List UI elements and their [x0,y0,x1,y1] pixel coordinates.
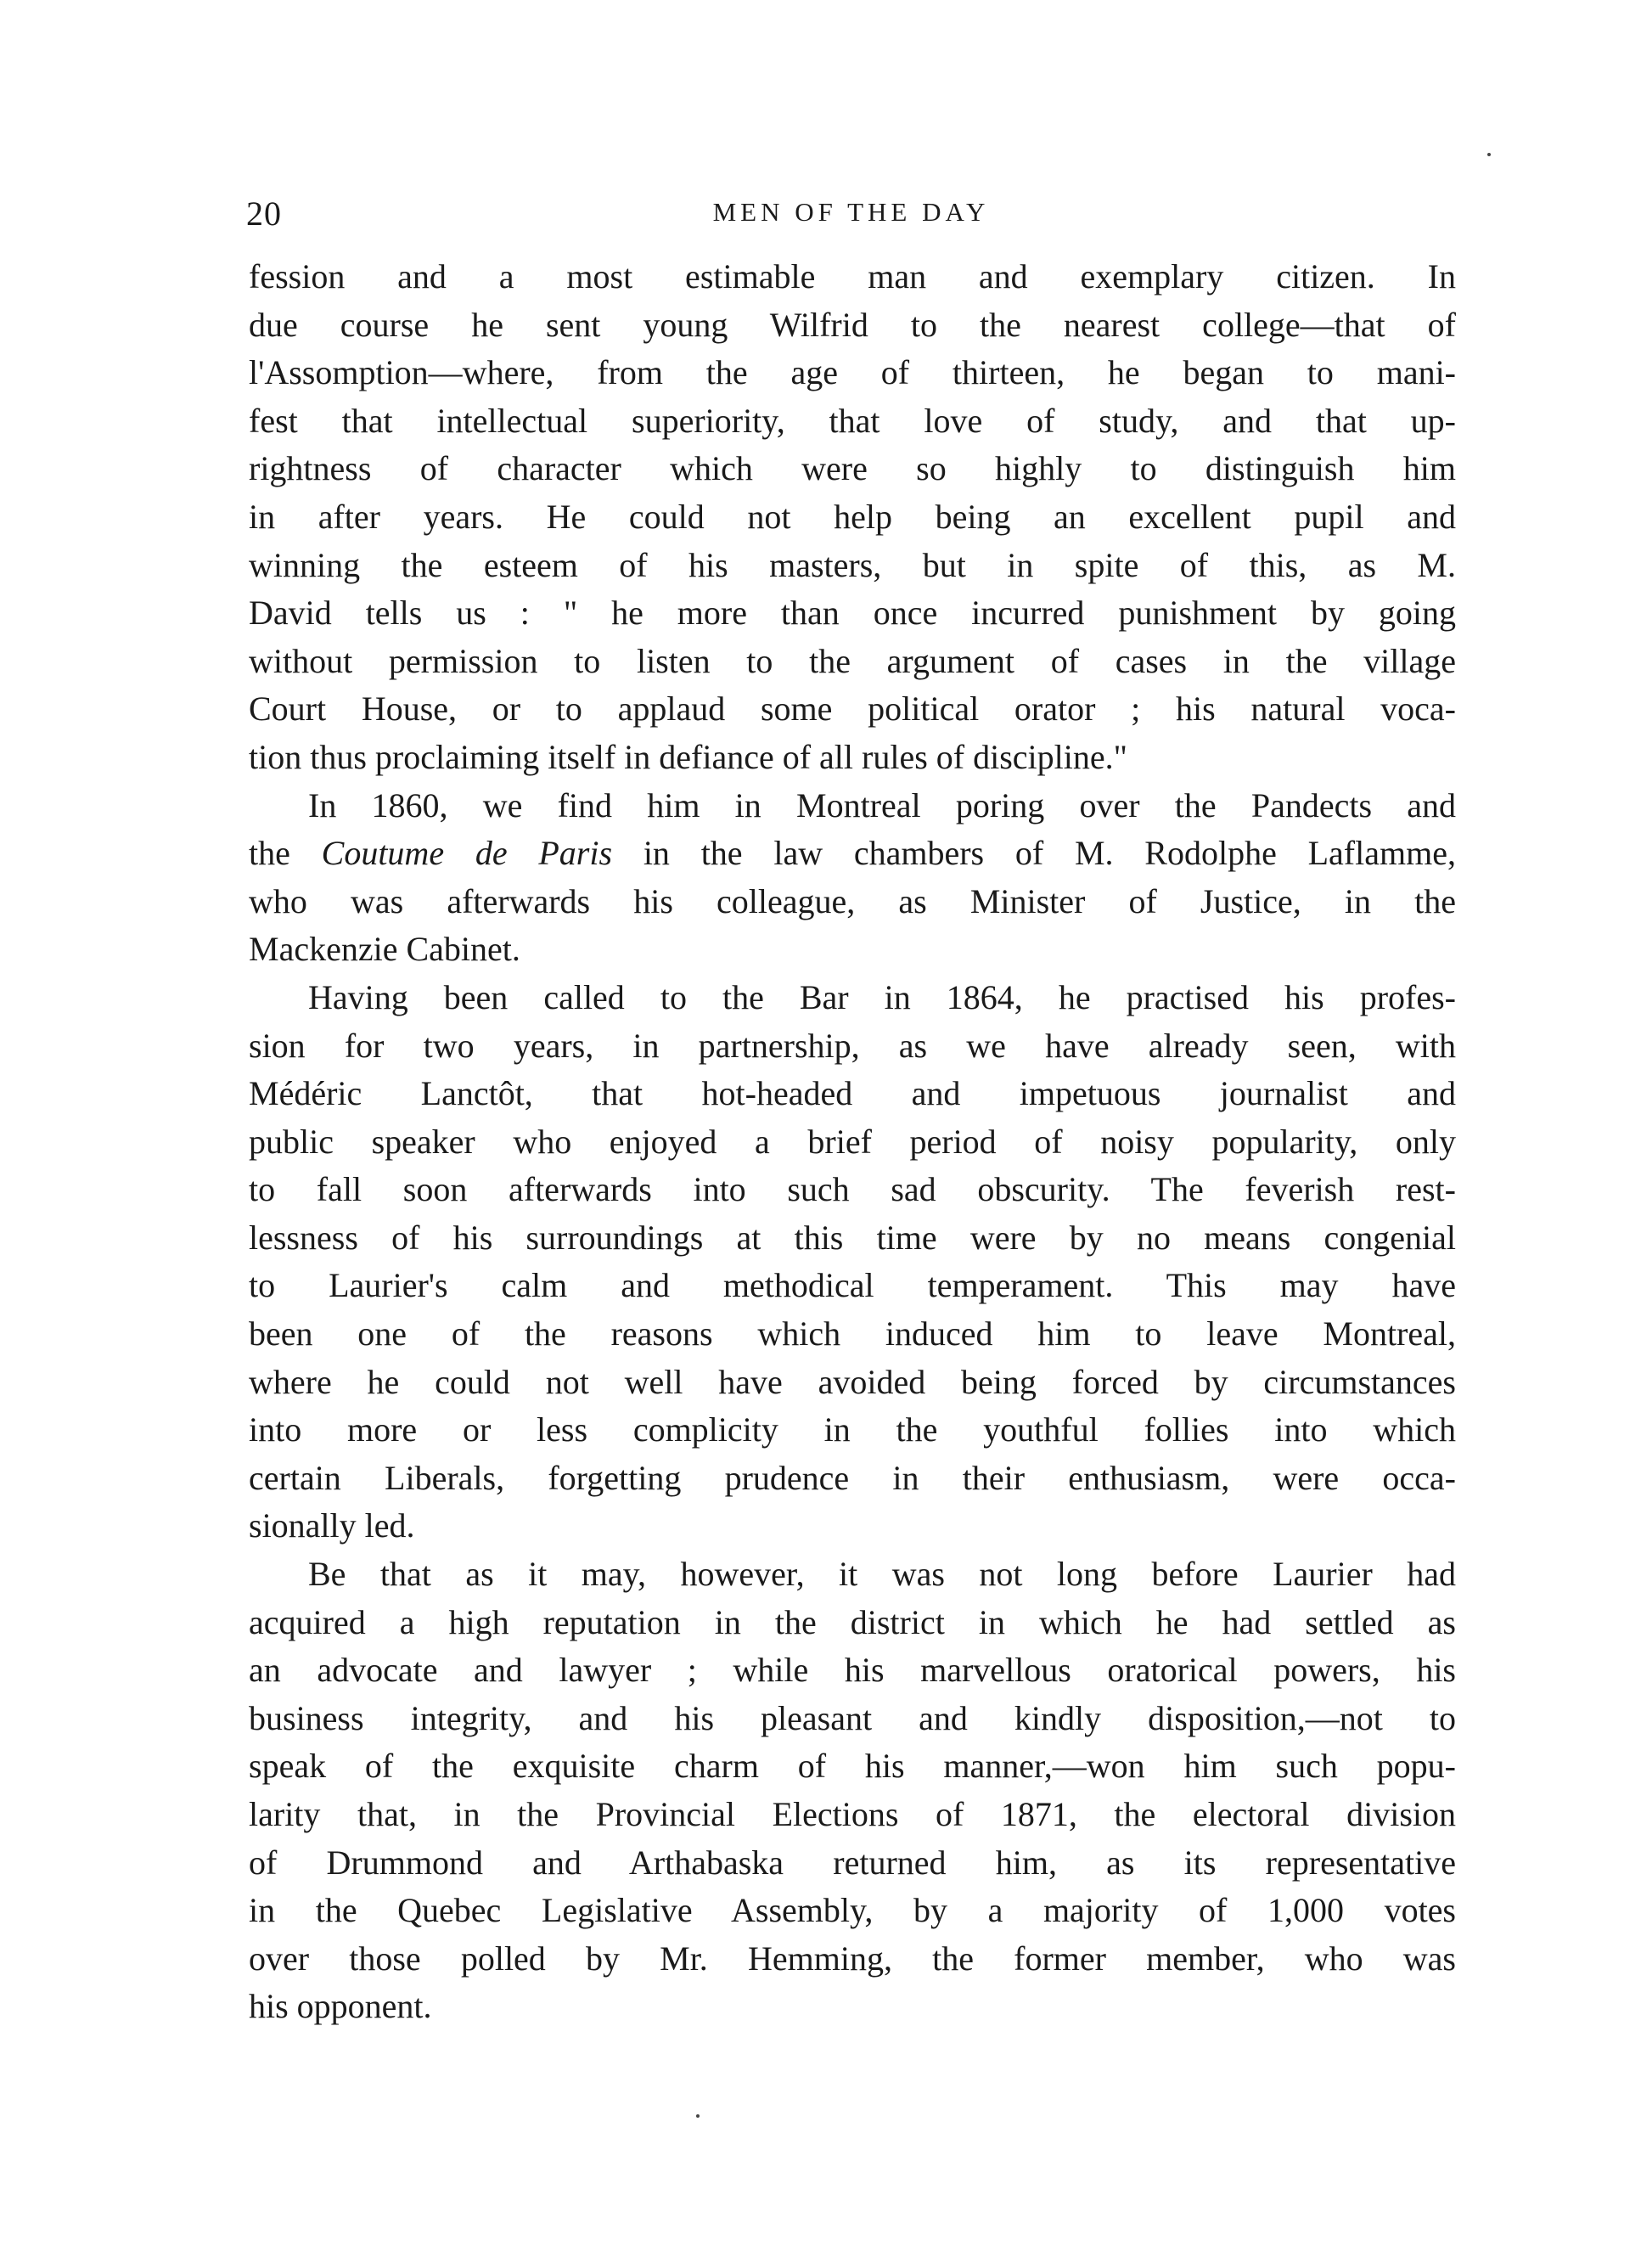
running-head [246,194,1456,245]
text-line: speak of the exquisite charm of his manner,—won him such popu- [249,1747,1456,1786]
text-line: sion for two years, in partnership, as we have already seen, with [249,1026,1456,1065]
text-line: Having been called to the Bar in 1864, he practised his profes- [308,977,1456,1016]
text-line: due course he sent young Wilfrid to the nearest college—that of [249,305,1456,344]
text-line: of Drummond and Arthabaska returned him, as its representative [249,1843,1456,1882]
text-line: an advocate and lawyer ; while his marvellous oratorical powers, his [249,1651,1456,1690]
scan-speck [696,2114,700,2118]
scan-speck [1487,153,1491,156]
text-line: to Laurier's calm and methodical temperament. This may have [249,1266,1456,1305]
text-line: In 1860, we find him in Montreal poring over the Pandects and [308,785,1456,824]
text-line: without permission to listen to the argument of cases in the village [249,641,1456,680]
text-line: his opponent. [249,1987,432,2026]
text-line: where he could not well have avoided being forced by circumstances [249,1362,1456,1401]
text-line: been one of the reasons which induced him to leave Montreal, [249,1314,1456,1353]
text-line: Médéric Lanctôt, that hot-headed and impetuous journalist and [249,1074,1456,1113]
paragraph [249,1550,1456,2031]
text-line: certain Liberals, forgetting prudence in their enthusiasm, were occa- [249,1458,1456,1497]
text-line: public speaker who enjoyed a brief period of noisy popularity, only [249,1122,1456,1161]
text-line: larity that, in the Provincial Elections of 1871, the electoral division [249,1795,1456,1833]
text-line: rightness of character which were so highly to distinguish him [249,449,1456,488]
page-number: 20 [246,194,282,233]
text-line: who was afterwards his colleague, as Minister of Justice, in the [249,881,1456,920]
text-line: David tells us : " he more than once incurred punishment by going [249,594,1456,633]
text-line: acquired a high reputation in the district in which he had settled as [249,1602,1456,1641]
text-line: business integrity, and his pleasant and kindly disposition,—not to [249,1698,1456,1737]
text-line: tion thus proclaiming itself in defiance of all rules of discipline." [249,737,1127,776]
text-line: Court House, or to applaud some political orator ; his natural voca- [249,689,1456,729]
text-line: winning the esteem of his masters, but in spite of this, as M. [249,545,1456,584]
text-line: l'Assomption—where, from the age of thirteen, he began to mani- [249,353,1456,392]
text-line: in the Quebec Legislative Assembly, by a majority of 1,000 votes [249,1891,1456,1930]
text-line: sionally led. [249,1506,415,1545]
text-line: lessness of his surroundings at this time were by no means congenial [249,1218,1456,1257]
text-line: over those polled by Mr. Hemming, the former member, who was [249,1939,1456,1978]
italic-title: Coutume de Paris [321,834,613,873]
running-title: MEN OF THE DAY [712,197,990,227]
text-line: the Coutume de Paris in the law chambers of M. Rodolphe Laflamme, [249,834,1456,873]
text-line: Be that as it may, however, it was not long before Laurier had [308,1555,1456,1594]
paragraph [249,782,1456,974]
text-line: Mackenzie Cabinet. [249,930,520,969]
text-line: in after years. He could not help being an excellent pupil and [249,497,1456,536]
text-line: into more or less complicity in the youthful follies into which [249,1410,1456,1449]
text-line: fession and a most estimable man and exemplary citizen. In [249,257,1456,295]
paragraph [249,974,1456,1550]
paragraph [249,253,1456,782]
text-line: fest that intellectual superiority, that love of study, and that up- [249,401,1456,440]
text-line: to fall soon afterwards into such sad obscurity. The feverish rest- [249,1170,1456,1209]
body-text [249,253,1456,2031]
